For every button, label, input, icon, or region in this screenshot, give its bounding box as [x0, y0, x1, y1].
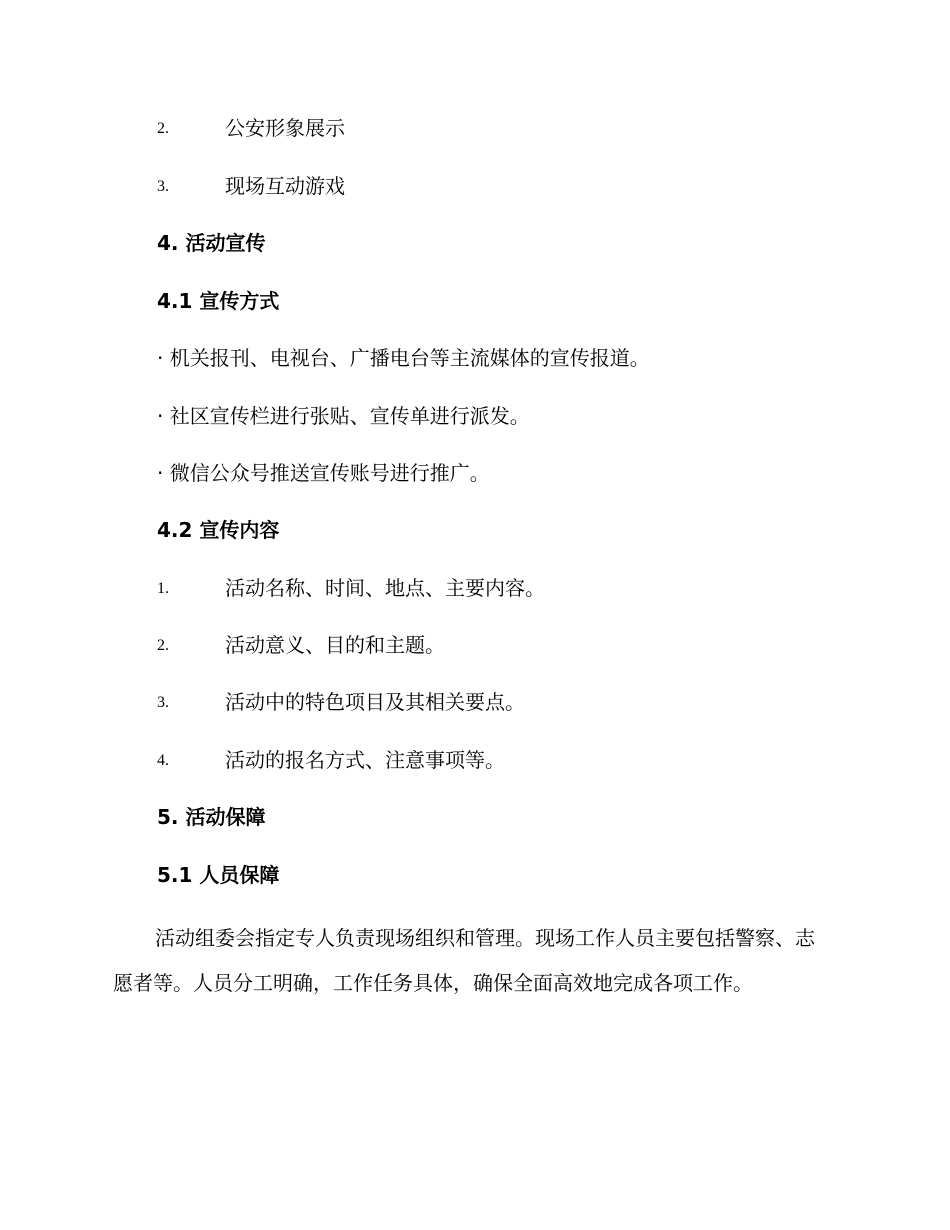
subsection-heading: 4.1 宣传方式: [157, 289, 280, 313]
subsection-heading: 5.1 人员保障: [157, 863, 280, 887]
bullet-item: · 机关报刊、电视台、广播电台等主流媒体的宣传报道。: [157, 346, 650, 370]
list-number: 4.: [157, 752, 169, 769]
list-number: 3.: [157, 178, 169, 195]
list-number: 2.: [157, 120, 169, 137]
section-heading: 5. 活动保障: [157, 805, 266, 829]
body-paragraph: 活动组委会指定专人负责现场组织和管理。现场工作人员主要包括警察、志愿者等。人员分工明确，工作任务具体，确保全面高效地完成各项工作。: [113, 926, 815, 995]
bullet-item: · 社区宣传栏进行张贴、宣传单进行派发。: [157, 404, 530, 428]
list-item-text: 现场互动游戏: [225, 174, 345, 198]
list-number: 1.: [157, 580, 169, 597]
section-heading: 4. 活动宣传: [157, 231, 266, 255]
list-item-text: 活动意义、目的和主题。: [225, 633, 445, 657]
bullet-item: · 微信公众号推送宣传账号进行推广。: [157, 461, 490, 485]
list-item-text: 公安形象展示: [225, 116, 345, 140]
list-number: 2.: [157, 637, 169, 654]
list-number: 3.: [157, 694, 169, 711]
list-item-text: 活动的报名方式、注意事项等。: [225, 748, 505, 772]
list-item-text: 活动中的特色项目及其相关要点。: [225, 690, 525, 714]
subsection-heading: 4.2 宣传内容: [157, 518, 280, 542]
list-item-text: 活动名称、时间、地点、主要内容。: [225, 576, 545, 600]
